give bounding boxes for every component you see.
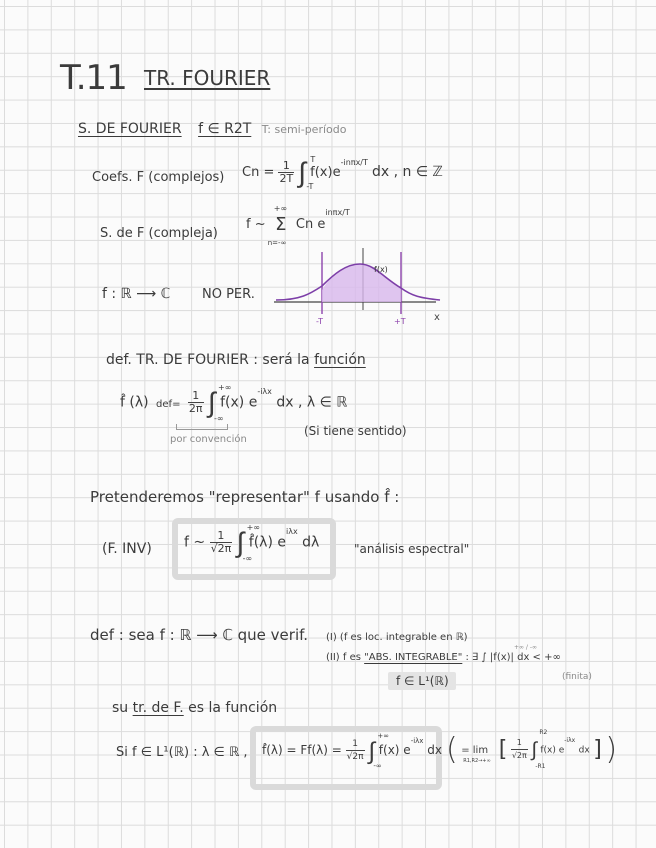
inverse-lhs: f ~ (184, 534, 206, 551)
section-heading (78, 121, 346, 137)
series-label: S. de F (compleja) (100, 226, 218, 241)
graph-func-label: f(x) (374, 265, 388, 274)
coefs-int-lower: -T (306, 181, 314, 191)
shaded-area (322, 264, 401, 302)
transform-lim-label: = lim (461, 745, 489, 756)
coefs-integrand: f(x)e (310, 165, 341, 180)
definition-formula (120, 382, 348, 423)
def2-cond2-limits: +∞ / -∞ (514, 644, 538, 651)
series-lhs: f ~ (246, 217, 266, 232)
transform-lim-fraction: $\frac{1}{√2\pi}$ (511, 738, 527, 760)
transform-frac-den: √2π (346, 752, 364, 762)
transform-int-lower: -∞ (373, 761, 382, 770)
coefs-label: Coefs. F (complejos) (92, 170, 225, 185)
inverse-fraction (210, 530, 233, 555)
transform-lim-integral: ∫ R2 -R1 (531, 729, 548, 770)
graph-right-label: +T (394, 317, 406, 326)
coefs-exponent: -inπx/T (340, 157, 368, 167)
transform-integral: ∫ +∞ -∞ (368, 731, 390, 770)
definition-integrand: f(x) e (220, 394, 258, 411)
transform-post: es la función (188, 700, 278, 716)
definition-def-eq: def= (156, 398, 181, 410)
transform-lim (461, 743, 495, 764)
transform-int-upper: +∞ (377, 731, 390, 740)
transform-cond: Si f ∈ L¹(ℝ) : λ ∈ ℝ , (116, 745, 248, 760)
sigma-icon: Σ (275, 214, 287, 235)
topic-number: T.11 (60, 58, 127, 98)
coefs-formula (242, 154, 443, 191)
transform-formula (262, 731, 442, 770)
transform-lim-upper: R2 (539, 729, 548, 736)
coefs-frac-num: 1 (278, 160, 294, 173)
inverse-tail: dλ (302, 534, 320, 551)
inverse-frac-den: √2π (210, 542, 232, 555)
series-sum-lower: n=-∞ (267, 239, 287, 247)
inverse-integrand: f̂(λ) e (248, 534, 286, 551)
nonper-label: NO PER. (202, 287, 255, 302)
inverse-int-upper: +∞ (246, 522, 261, 532)
definition-int-lower: -∞ (213, 413, 224, 423)
coefs-int-upper: T (310, 154, 316, 164)
graph-left-label: -T (316, 317, 324, 326)
definition-note-convention: por convención (170, 434, 247, 445)
transform-lim-integrand: f(x) e (540, 745, 565, 756)
definition-int-upper: +∞ (217, 382, 232, 392)
topic-title: TR. FOURIER (144, 66, 271, 90)
transform-lim-lower: -R1 (535, 763, 546, 770)
definition-text (106, 352, 366, 368)
coefs-tail: dx , n ∈ ℤ (372, 164, 443, 180)
definition-lhs: f̂ (λ) (120, 394, 149, 411)
definition-tail: dx , λ ∈ ℝ (276, 394, 348, 411)
function-graph (270, 244, 450, 330)
def2-text: def : sea f : ℝ ⟶ ℂ que verif. (90, 626, 309, 644)
definition-pre: def. TR. DE FOURIER : será la (106, 352, 310, 368)
series-term: Cn e (295, 217, 326, 232)
transform-pre: su (112, 700, 129, 716)
transform-fraction (346, 738, 365, 763)
definition-exponent: -iλx (257, 386, 272, 396)
transform-lim-frac-den: √2π (511, 751, 527, 760)
transform-lim-exponent: -iλx (564, 736, 576, 744)
definition-frac-den: 2π (188, 402, 203, 415)
inverse-frac-num: 1 (210, 530, 233, 543)
transform-lim-tail: dx (578, 745, 590, 756)
section-note: T: semi-período (261, 123, 347, 136)
convention-brace (176, 424, 228, 430)
nonper-map: f : ℝ ⟶ ℂ (102, 286, 171, 302)
definition-note-sense: (Si tiene sentido) (304, 424, 407, 438)
coefs-integral: ∫ T -T (298, 154, 316, 191)
graph-axis-label: x (434, 312, 440, 323)
section-space: f ∈ R2T (198, 121, 252, 137)
inverse-label: (F. INV) (102, 541, 152, 557)
def2-cond1: (I) (f es loc. integrable en ℝ) (326, 632, 468, 643)
transform-limit: ( = lim R1,R2→+∞ [ $\frac{1}{√2\pi}$ ∫ R2 -R1 f(x) $e^{-i\lambda x}$ dx ] ) (446, 729, 618, 770)
def2-finite: (finita) (562, 672, 592, 682)
transform-frac-num: 1 (346, 738, 365, 751)
def2-cond2 (326, 652, 561, 663)
transform-lim-sub: R1,R2→+∞ (463, 758, 491, 764)
coefs-fraction (278, 160, 294, 185)
def2-cond2-underlined: "ABS. INTEGRABLE" (364, 652, 463, 663)
coefs-lhs: Cn = (242, 165, 275, 180)
definition-integral: ∫ +∞ -∞ (207, 382, 232, 423)
definition-fraction (188, 390, 204, 415)
transform-integrand: f(x) e (378, 743, 411, 757)
series-exponent: inπx/T (325, 207, 350, 217)
inverse-integral: ∫ +∞ -∞ (236, 522, 261, 563)
inverse-formula (184, 522, 320, 563)
transform-formula-lhs: f̂(λ) = Ff(λ) = (262, 743, 342, 757)
inverse-int-lower: -∞ (242, 553, 253, 563)
def2-cond2-post: : ∃ ∫ |f(x)| dx < +∞ (465, 652, 561, 663)
series-sum (267, 204, 292, 247)
transform-tail: dx (427, 743, 442, 757)
represent-text: Pretenderemos "representar" f usando f̂ : (90, 488, 400, 506)
transform-text (112, 700, 277, 716)
inverse-exponent: iλx (285, 526, 298, 536)
transform-underlined: tr. de F. (132, 700, 184, 716)
coefs-frac-den: 2T (279, 172, 294, 185)
def2-cond2-pre: (II) f es (326, 652, 361, 663)
def2-l1: f ∈ L¹(ℝ) (396, 674, 449, 688)
definition-frac-num: 1 (188, 390, 204, 403)
inverse-note: "análisis espectral" (354, 542, 470, 556)
series-sum-upper: +∞ (273, 204, 288, 213)
transform-exponent: -iλx (410, 737, 424, 745)
definition-underlined: función (314, 352, 366, 368)
section-title: S. DE FOURIER (78, 121, 182, 137)
